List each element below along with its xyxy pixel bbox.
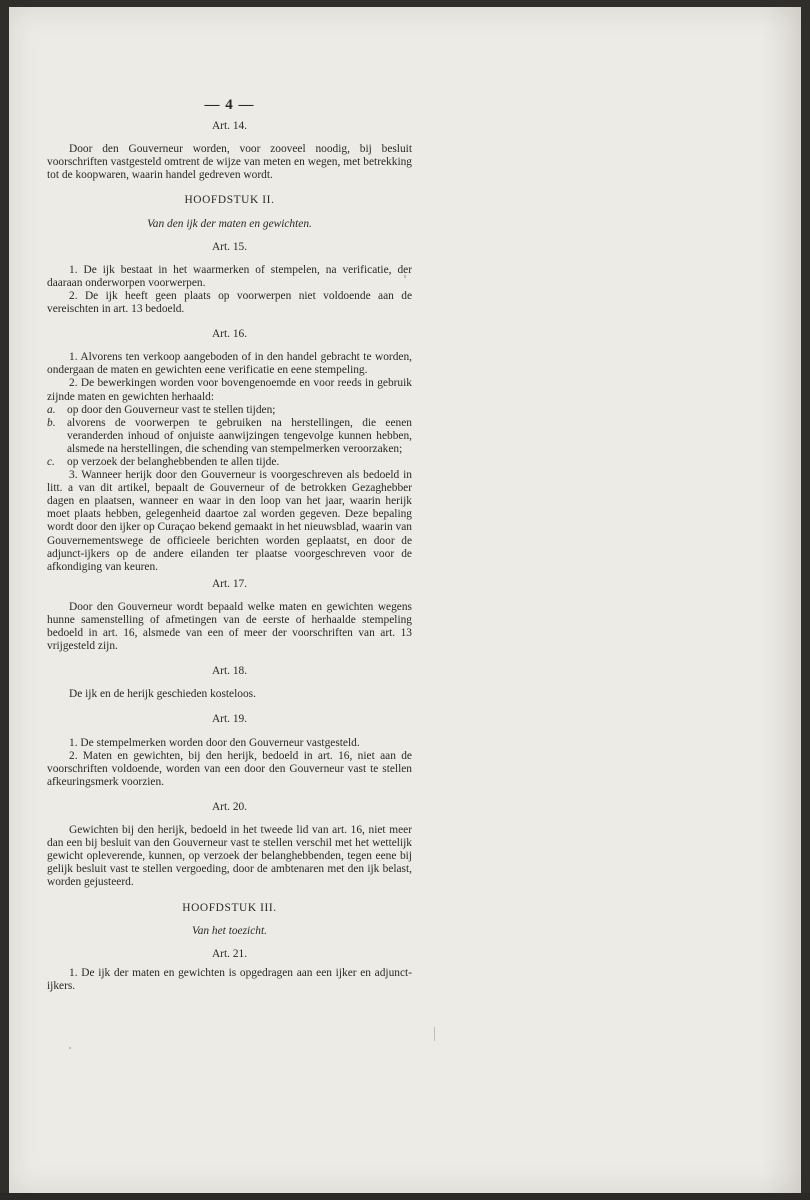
article-17 xyxy=(47,578,412,653)
list-item-label: b. xyxy=(47,416,56,429)
article-paragraph: 1. Alvorens ten verkoop aangeboden of in den handel gebracht te worden, ondergaan de maten en gewichten eene verificatie en eene stempeling. xyxy=(47,351,412,377)
article-16 xyxy=(47,328,412,574)
article-paragraph: 2. Maten en gewichten, bij den herijk, bedoeld in art. 16, niet aan de voorschriften voldoende, worden van een door den Gouverneur vast te stellen afkeuringsmerk voorzien. xyxy=(47,749,412,788)
article-paragraph: 3. Wanneer herijk door den Gouverneur is voorgeschreven als bedoeld in litt. a van dit artikel, bepaalt de Gouverneur of de betrokken Gezaghebber dagen en plaatsen, wanneer en waar in den loop van het jaar, waarin herijk moet plaats hebben, gelegenheid daartoe zal worden gegeven. Deze bepaling wordt door den ijker op Curaçao bekend gemaakt in het nieuwsblad, waarin van Gouvernementswege de officieele berichten worden geplaatst, en door de adjunct-ijkers op de andere eilanden ter plaatse voorgeschreven voor de afkondiging van keuren. xyxy=(47,469,412,573)
article-title: Art. 14. xyxy=(211,120,248,133)
article-title: Art. 20. xyxy=(211,800,248,813)
article-title: Art. 21. xyxy=(211,947,248,960)
paper-speck xyxy=(434,1027,435,1041)
document-page xyxy=(9,7,801,1193)
list-item-text: op verzoek der belanghebbenden te allen tijde. xyxy=(67,455,280,468)
article-text: Gewichten bij den herijk, bedoeld in het tweede lid van art. 16, niet meer dan een bij besluit van den Gouverneur vast te stellen verschil met het wettelijk gewicht opleverende, kunnen, op verzoek der belanghebbenden, tegen eene bij gelijk besluit vast te stellen vergoeding, door de ambtenaren met den ijk belast, worden gejusteerd. xyxy=(47,824,412,889)
article-21 xyxy=(47,948,412,993)
article-text: Door den Gouverneur wordt bepaald welke maten en gewichten wegens hunne samenstelling of afmetingen van de eerste of herhaalde stempeling bedoeld in art. 16, alsmede van een of meer der voorschriften van art. 13 vrijgesteld zijn. xyxy=(47,600,412,653)
article-15 xyxy=(47,241,412,316)
article-paragraph: 1. De stempelmerken worden door den Gouverneur vastgesteld. xyxy=(69,736,360,749)
chapter-subtitle: Van den ijk der maten en gewichten. xyxy=(147,217,312,230)
paper-shading xyxy=(761,7,801,1193)
article-title: Art. 15. xyxy=(211,240,248,253)
text-column xyxy=(47,99,412,1005)
chapter-heading: HOOFDSTUK III. xyxy=(182,901,277,914)
article-text: De ijk en de herijk geschieden kosteloos. xyxy=(69,688,256,701)
chapter-heading: HOOFDSTUK II. xyxy=(184,194,275,207)
list-item-text: alvorens de voorwerpen te gebruiken na herstellingen, die eenen veranderden inhoud of onjuiste aanwijzingen tengevolge kunnen hebben, alsmede na herstellingen, die schending van stempelmerken veroorzaken; xyxy=(67,416,412,455)
list-item-label: a. xyxy=(47,403,56,416)
chapter-subtitle: Van het toezicht. xyxy=(192,924,267,937)
page-number: — 4 — xyxy=(204,97,255,113)
list-item-label: c. xyxy=(47,455,55,468)
list-item-text: op door den Gouverneur vast te stellen tijden; xyxy=(67,403,276,416)
article-title: Art. 18. xyxy=(211,665,248,678)
scan-border xyxy=(0,1193,810,1200)
article-paragraph: 2. De ijk heeft geen plaats op voorwerpen niet voldoende aan de vereischten in art. 13 bedoeld. xyxy=(47,289,412,316)
article-text: Door den Gouverneur worden, voor zooveel noodig, bij besluit voorschriften vastgesteld omtrent de wijze van meten en wegen, met betrekking tot de koopwaren, waarin handel gedreven wordt. xyxy=(47,143,412,182)
article-20 xyxy=(47,801,412,890)
list-item xyxy=(47,417,412,456)
article-title: Art. 17. xyxy=(211,577,248,590)
list-item xyxy=(47,404,412,417)
article-paragraph: 2. De bewerkingen worden voor bovengenoemde en voor reeds in gebruik zijnde maten en gewichten herhaald: xyxy=(47,377,412,403)
article-paragraph: 1. De ijk bestaat in het waarmerken of stempelen, na verificatie, der daaraan onderworpen voorwerpen. xyxy=(47,263,412,289)
article-title: Art. 19. xyxy=(211,713,248,726)
article-18 xyxy=(47,665,412,701)
article-paragraph: 1. De ijk der maten en gewichten is opgedragen aan een ijker en adjunct-ijkers. xyxy=(47,966,412,992)
paper-speck xyxy=(69,1047,71,1049)
article-title: Art. 16. xyxy=(211,328,248,341)
list-item xyxy=(47,456,412,469)
article-19 xyxy=(47,713,412,788)
article-14 xyxy=(47,120,412,182)
